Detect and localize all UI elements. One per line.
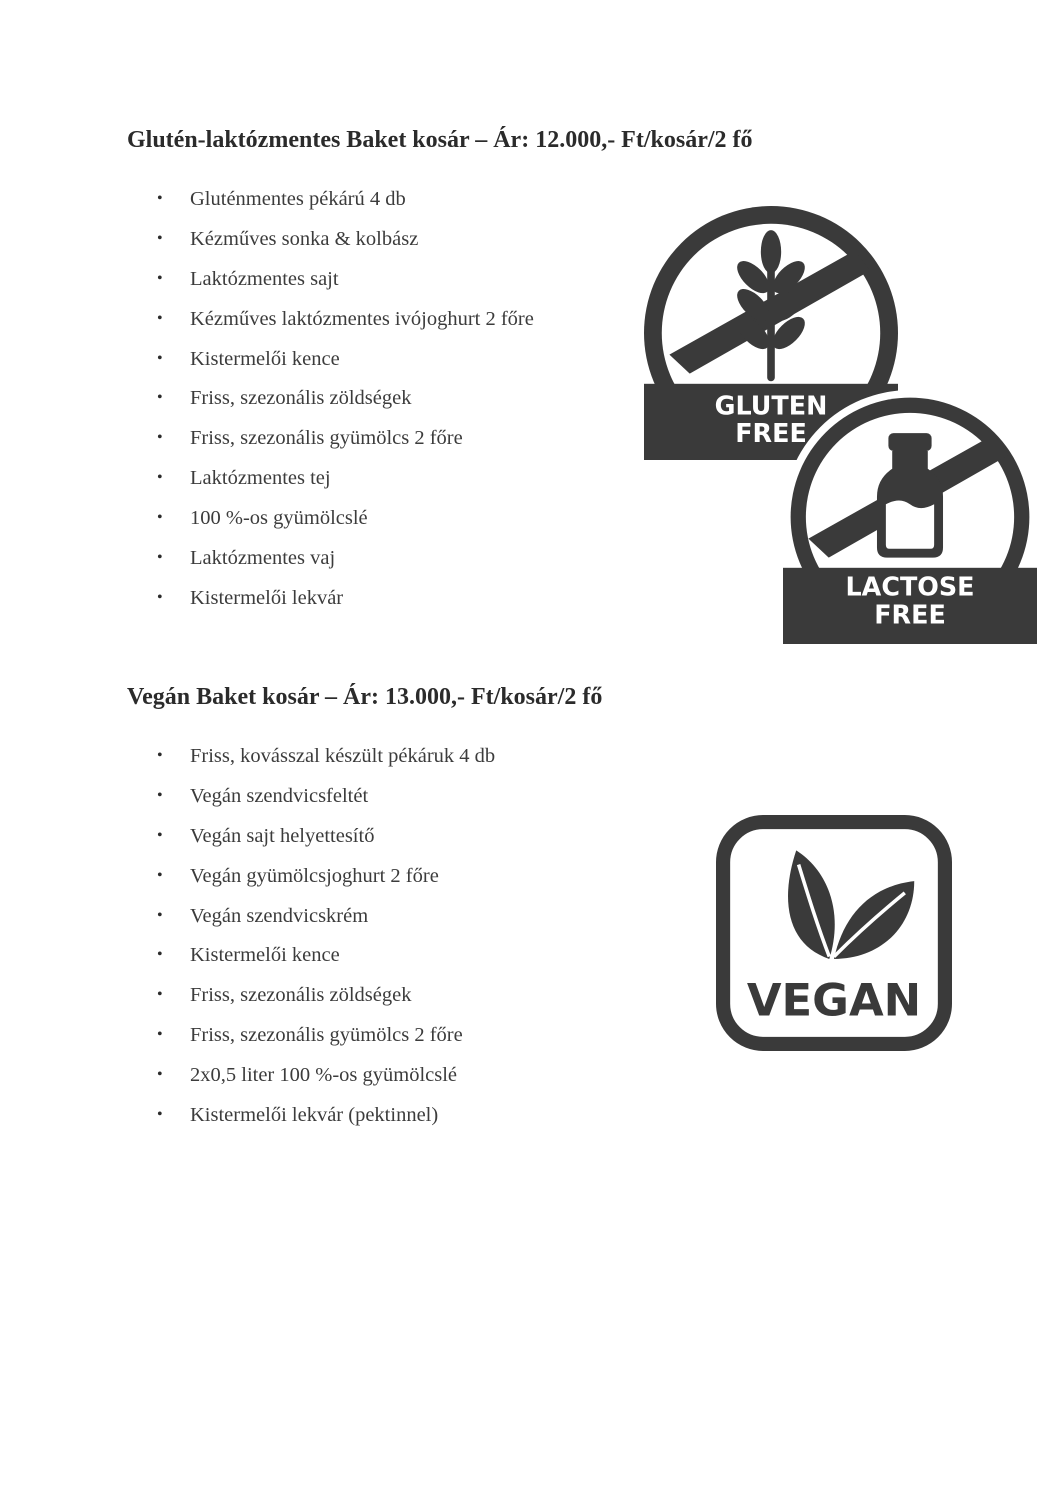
list-item: • Friss, kovásszal készült pékáruk 4 db [157,742,495,782]
bullet-icon: • [157,549,163,567]
leaves-icon [788,850,914,959]
bullet-icon: • [157,1066,163,1084]
list-item: • Kézműves laktózmentes ivójoghurt 2 főre [157,305,534,345]
bullet-icon: • [157,229,163,247]
list-item: • Friss, szezonális gyümölcs 2 főre [157,424,534,464]
bullet-icon: • [157,866,163,884]
gluten-free-label: FREE [735,418,807,449]
bullet-icon: • [157,786,163,804]
bullet-icon: • [157,826,163,844]
bullet-icon: • [157,1026,163,1044]
list-item: • 100 %-os gyümölcslé [157,504,534,544]
bullet-icon: • [157,389,163,407]
list-item: • Vegán szendvicskrém [157,902,495,942]
list-item: • Laktózmentes sajt [157,265,534,305]
section-title-gluten-lactose-free: Glutén-laktózmentes Baket kosár – Ár: 12.000,- Ft/kosár/2 fő [127,127,753,153]
lactose-label: LACTOSE [845,571,975,602]
bullet-icon: • [157,349,163,367]
list-item: • Friss, szezonális zöldségek [157,384,534,424]
section-title-vegan: Vegán Baket kosár – Ár: 13.000,- Ft/kosár/2 fő [127,684,603,710]
gluten-lactose-free-item-list [157,185,534,624]
list-item: • Kézműves sonka & kolbász [157,225,534,265]
vegan-badge [716,815,952,1051]
bullet-icon: • [157,986,163,1004]
list-item: • Friss, szezonális gyümölcs 2 főre [157,1021,495,1061]
lactose-free-badge [783,390,1037,644]
bullet-icon: • [157,429,163,447]
list-item: • Laktózmentes vaj [157,544,534,584]
bullet-icon: • [157,190,163,207]
lactose-free-label: FREE [874,599,946,630]
bullet-icon: • [157,509,163,527]
bullet-icon: • [157,309,163,327]
vegan-label: VEGAN [746,973,922,1027]
list-item: • 2x0,5 liter 100 %-os gyümölcslé [157,1061,495,1101]
list-item: • Friss, szezonális zöldségek [157,981,495,1021]
list-item: • Kistermelői lekvár [157,584,534,624]
list-item: • Gluténmentes pékárú 4 db [157,185,534,225]
bullet-icon: • [157,1106,163,1124]
list-item: • Vegán szendvicsfeltét [157,782,495,822]
bullet-icon: • [157,906,163,924]
bullet-icon: • [157,946,163,964]
list-item: • Kistermelői kence [157,941,495,981]
list-item: • Kistermelői kence [157,345,534,385]
list-item: • Kistermelői lekvár (pektinnel) [157,1101,495,1141]
bullet-icon: • [157,469,163,487]
list-item: • Vegán gyümölcsjoghurt 2 főre [157,862,495,902]
list-item: • Vegán sajt helyettesítő [157,822,495,862]
gluten-label: GLUTEN [714,390,828,421]
vegan-item-list [157,742,495,1141]
bullet-icon: • [157,747,163,764]
bullet-icon: • [157,588,163,606]
bullet-icon: • [157,269,163,287]
list-item: • Laktózmentes tej [157,464,534,504]
